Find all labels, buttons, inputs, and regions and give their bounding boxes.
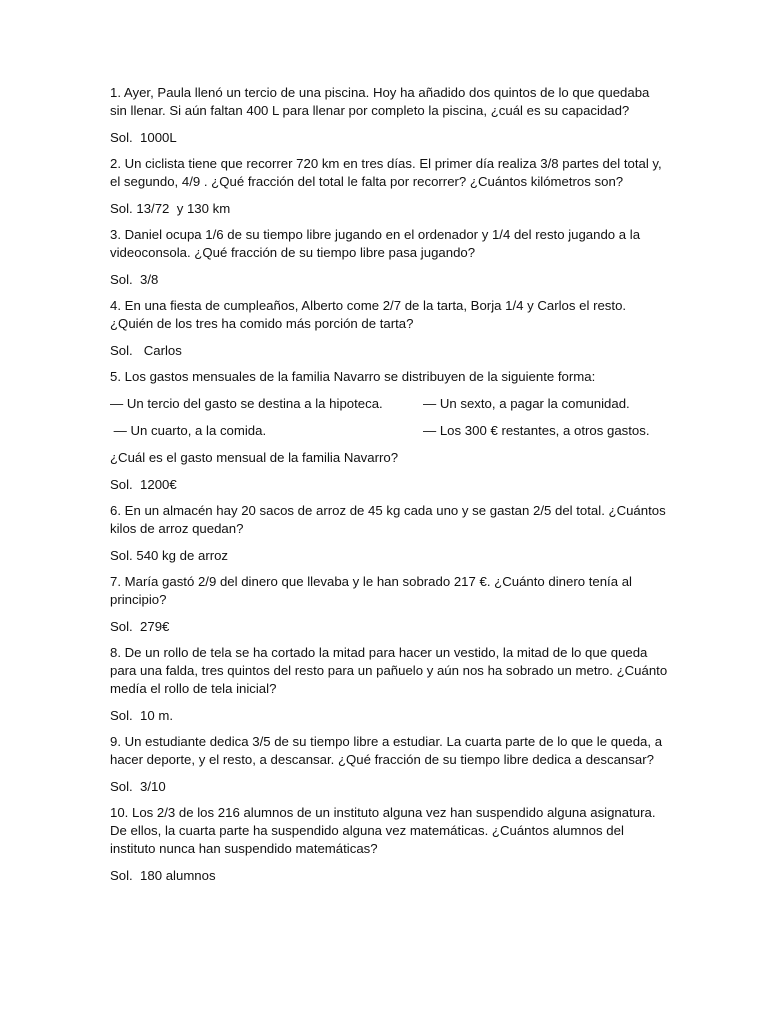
problem-4-solution: Sol. Carlos xyxy=(110,343,182,358)
problem-6-text: 6. En un almacén hay 20 sacos de arroz de 45 kg cada uno y se gastan 2/5 del total. ¿Cuántos kilos de arroz quedan? xyxy=(110,503,666,536)
problem-5-question: ¿Cuál es el gasto mensual de la familia Navarro? xyxy=(110,450,399,465)
problem-8-solution: Sol. 10 m. xyxy=(110,708,174,723)
problem-9-text: 9. Un estudiante dedica 3/5 de su tiempo libre a estudiar. La cuarta parte de lo que le queda, a hacer deporte, y el resto, a descansar. ¿Qué fracción de su tiempo libre dedica a descansar? xyxy=(110,734,663,767)
problem-1-solution: Sol. 1000L xyxy=(110,130,177,145)
problem-7-text: 7. María gastó 2/9 del dinero que llevaba y le han sobrado 217 €. ¿Cuánto dinero tenía al principio? xyxy=(110,574,632,607)
problem-8-text: 8. De un rollo de tela se ha cortado la mitad para hacer un vestido, la mitad de lo que queda para una falda, tres quintos del resto para un pañuelo y aún nos ha sobrado un metro. ¿Cuánto medía el rollo de tela inicial? xyxy=(110,645,668,696)
problem-5-text: 5. Los gastos mensuales de la familia Navarro se distribuyen de la siguiente forma: xyxy=(110,369,596,384)
problem-3-solution: Sol. 3/8 xyxy=(110,272,159,287)
problem-4-text: 4. En una fiesta de cumpleaños, Alberto come 2/7 de la tarta, Borja 1/4 y Carlos el resto. ¿Quién de los tres ha comido más porción de tarta? xyxy=(110,298,627,331)
problem-10-text: 10. Los 2/3 de los 216 alumnos de un instituto alguna vez han suspendido alguna asignatura. De ellos, la cuarta parte ha suspendido alguna vez matemáticas. ¿Cuántos alumnos del instituto nunca han suspendido matemáticas? xyxy=(110,805,656,856)
problem-1-text: 1. Ayer, Paula llenó un tercio de una piscina. Hoy ha añadido dos quintos de lo que quedaba sin llenar. Si aún faltan 400 L para llenar por completo la piscina, ¿cuál es su capacidad? xyxy=(110,85,650,118)
expense-row-2 xyxy=(110,422,670,440)
expense-row-1 xyxy=(110,395,670,413)
problem-7-solution: Sol. 279€ xyxy=(110,619,170,634)
problem-10-solution: Sol. 180 alumnos xyxy=(110,868,216,883)
problem-2-solution: Sol. 13/72 y 130 km xyxy=(110,201,231,216)
problem-3-text: 3. Daniel ocupa 1/6 de su tiempo libre jugando en el ordenador y 1/4 del resto jugando a la videoconsola. ¿Qué fracción de su tiempo libre pasa jugando? xyxy=(110,227,641,260)
problem-9-solution: Sol. 3/10 xyxy=(110,779,166,794)
expense-mortgage: — Un tercio del gasto se destina a la hipoteca. xyxy=(110,396,383,411)
expense-community: — Un sexto, a pagar la comunidad. xyxy=(423,396,630,411)
expense-other: — Los 300 € restantes, a otros gastos. xyxy=(423,423,650,438)
expense-food: — Un cuarto, a la comida. xyxy=(110,423,267,438)
problem-6-solution: Sol. 540 kg de arroz xyxy=(110,548,229,563)
problem-5-solution: Sol. 1200€ xyxy=(110,477,177,492)
problem-list xyxy=(110,84,670,885)
problem-2-text: 2. Un ciclista tiene que recorrer 720 km en tres días. El primer día realiza 3/8 partes del total y, el segundo, 4/9 . ¿Qué fracción del total le falta por recorrer? ¿Cuántos kilómetros son? xyxy=(110,156,662,189)
